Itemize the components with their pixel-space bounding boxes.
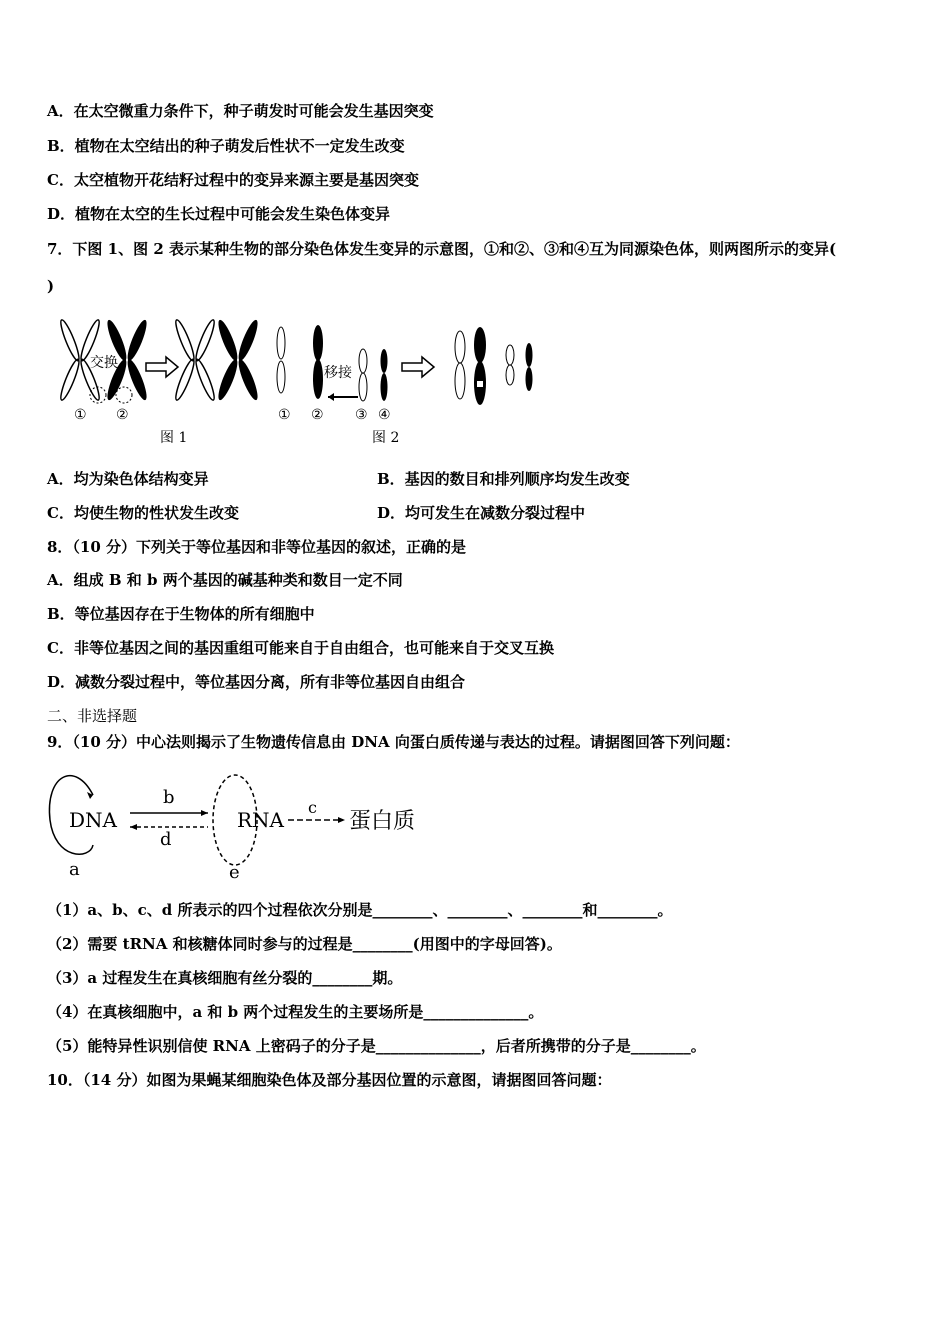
q9-sub-2: （2）需要 tRNA 和核糖体同时参与的过程是________(用图中的字母回答)。 [47, 935, 562, 953]
q9-sub-3: （3）a 过程发生在真核细胞有丝分裂的________期。 [47, 969, 403, 987]
q8-option-a: A．组成 B 和 b 两个基因的碱基种类和数目一定不同 [47, 571, 403, 589]
q9-sub-1: （1）a、b、c、d 所表示的四个过程依次分别是________、________、________和________。 [47, 901, 673, 919]
q9-sub-4: （4）在真核细胞中，a 和 b 两个过程发生的主要场所是______________。 [47, 1003, 544, 1021]
svg-text:②: ② [116, 407, 129, 423]
q8-option-b: B．等位基因存在于生物体的所有细胞中 [47, 605, 315, 623]
q7-stem-end: ) [47, 277, 55, 295]
q10-stem: 10．（14 分）如图为果蝇某细胞染色体及部分基因位置的示意图，请据图回答问题： [47, 1071, 612, 1089]
central-dogma-diagram [45, 765, 435, 885]
chromosome-variation-figure [60, 315, 540, 450]
q6-option-a: A．在太空微重力条件下，种子萌发时可能会发生基因突变 [47, 102, 434, 120]
svg-text:④: ④ [378, 407, 391, 423]
svg-text:蛋白质: 蛋白质 [349, 809, 416, 834]
q8-stem: 8．（10 分）下列关于等位基因和非等位基因的叙述，正确的是 [47, 538, 467, 556]
svg-text:e: e [229, 862, 240, 883]
q7-option-c: C．均使生物的性状发生改变 [47, 504, 239, 522]
svg-text:RNA: RNA [237, 808, 285, 832]
q6-option-d: D．植物在太空的生长过程中可能会发生染色体变异 [47, 205, 391, 223]
q6-option-b: B．植物在太空结出的种子萌发后性状不一定发生改变 [47, 137, 405, 155]
svg-text:d: d [160, 829, 172, 850]
q9-sub-5: （5）能特异性识别信使 RNA 上密码子的分子是______________，后者所携带的分子是________。 [47, 1037, 706, 1055]
exchange-label: 交换 [90, 355, 118, 371]
q8-option-c: C．非等位基因之间的基因重组可能来自于自由组合，也可能来自于交叉互换 [47, 639, 554, 657]
svg-text:②: ② [311, 407, 324, 423]
svg-text:DNA: DNA [69, 808, 117, 832]
svg-text:b: b [163, 787, 175, 808]
section-heading: 二、非选择题 [47, 707, 138, 725]
svg-text:①: ① [74, 407, 87, 423]
q6-option-c: C．太空植物开花结籽过程中的变异来源主要是基因突变 [47, 171, 419, 189]
figure2-caption: 图 2 [372, 430, 400, 446]
svg-text:c: c [308, 798, 317, 817]
q8-option-d: D．减数分裂过程中，等位基因分离，所有非等位基因自由组合 [47, 673, 466, 691]
q7-option-d: D．均可发生在减数分裂过程中 [377, 504, 586, 522]
q7-stem: 7．下图 1、图 2 表示某种生物的部分染色体发生变异的示意图，①和②、③和④互为同源染色体，则两图所示的变异( [47, 240, 837, 258]
svg-text:①: ① [278, 407, 291, 423]
q9-stem: 9．（10 分）中心法则揭示了生物遗传信息由 DNA 向蛋白质传递与表达的过程。请据图回答下列问题： [47, 733, 740, 751]
q7-option-a: A．均为染色体结构变异 [47, 470, 209, 488]
svg-text:③: ③ [355, 407, 368, 423]
figure1-caption: 图 1 [160, 430, 188, 446]
translocation-label: 移接 [324, 365, 352, 381]
arrow-icon [146, 357, 178, 377]
svg-text:a: a [69, 859, 80, 880]
q7-option-b: B．基因的数目和排列顺序均发生改变 [377, 470, 630, 488]
